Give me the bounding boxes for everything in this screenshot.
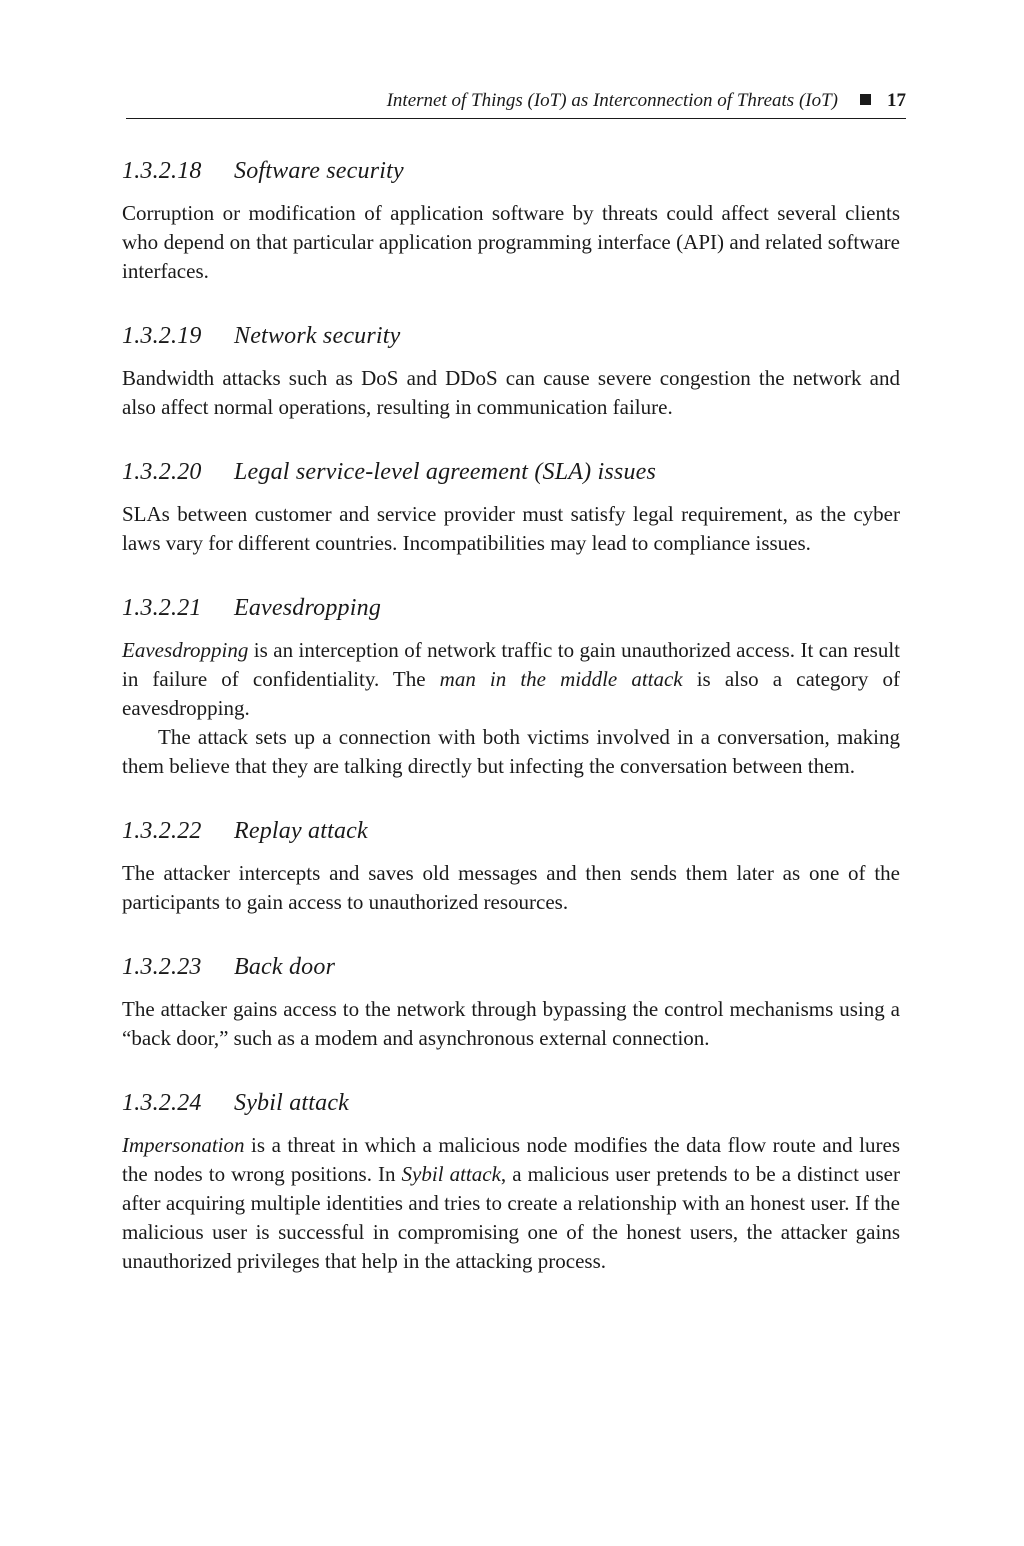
page-number: 17 bbox=[887, 90, 906, 111]
section-title: Legal service-level agreement (SLA) issues bbox=[234, 459, 657, 485]
square-bullet-icon bbox=[860, 94, 871, 105]
section-legal-sla-issues bbox=[122, 456, 900, 558]
emphasis-term: Eavesdropping bbox=[122, 638, 249, 662]
section-heading bbox=[122, 320, 900, 352]
running-header bbox=[126, 88, 906, 119]
section-sybil-attack bbox=[122, 1087, 900, 1276]
section-paragraph: The attacker intercepts and saves old messages and then sends them later as one of the participants to gain access to unauthorized resources. bbox=[122, 861, 900, 914]
page-content bbox=[122, 155, 900, 1310]
section-heading bbox=[122, 951, 900, 983]
section-number: 1.3.2.20 bbox=[122, 459, 202, 485]
paragraph-text: is an interception of network traffic to gain unauthorized access. It can result in failure of confidentiality. The bbox=[122, 638, 900, 691]
paragraph-text: is a threat in which a malicious node modifies the data flow route and lures the nodes to wrong positions. In bbox=[122, 1133, 900, 1186]
section-paragraph bbox=[122, 1131, 900, 1276]
section-paragraph: The attack sets up a connection with both victims involved in a conversation, making them believe that they are talking directly but infecting the conversation between them. bbox=[122, 725, 900, 778]
section-software-security bbox=[122, 155, 900, 286]
section-number: 1.3.2.24 bbox=[122, 1090, 202, 1116]
section-number: 1.3.2.21 bbox=[122, 595, 202, 621]
section-heading bbox=[122, 155, 900, 187]
section-number: 1.3.2.19 bbox=[122, 323, 202, 349]
emphasis-term: Sybil attack bbox=[401, 1162, 501, 1186]
section-paragraph: SLAs between customer and service provider must satisfy legal requirement, as the cyber laws vary for different countries. Incompatibilities may lead to compliance issues. bbox=[122, 502, 900, 555]
section-title: Back door bbox=[234, 954, 336, 980]
section-title: Eavesdropping bbox=[234, 595, 382, 621]
section-number: 1.3.2.22 bbox=[122, 818, 202, 844]
running-title: Internet of Things (IoT) as Interconnection of Threats (IoT) bbox=[386, 90, 838, 111]
section-eavesdropping bbox=[122, 592, 900, 781]
section-heading bbox=[122, 592, 900, 624]
section-back-door bbox=[122, 951, 900, 1053]
section-paragraph bbox=[122, 636, 900, 723]
section-title: Sybil attack bbox=[234, 1090, 350, 1116]
section-number: 1.3.2.23 bbox=[122, 954, 202, 980]
section-paragraph: The attacker gains access to the network through bypassing the control mechanisms using a “back door,” such as a modem and asynchronous external connection. bbox=[122, 997, 900, 1050]
emphasis-term: Impersonation bbox=[122, 1133, 245, 1157]
section-replay-attack bbox=[122, 815, 900, 917]
section-title: Network security bbox=[234, 323, 401, 349]
section-heading bbox=[122, 815, 900, 847]
paragraph-text: , a malicious user pretends to be a distinct user after acquiring multiple identities and tries to create a relationship with an honest user. If the malicious user is successful in compromising one of the honest users, the attacker gains unauthorized privileges that help in the attacking process. bbox=[122, 1162, 900, 1273]
section-title: Replay attack bbox=[234, 818, 368, 844]
paragraph-text: is also a category of eavesdropping. bbox=[122, 667, 900, 720]
section-paragraph: Corruption or modification of application software by threats could affect several clients who depend on that particular application programming interface (API) and related software interfaces. bbox=[122, 201, 900, 283]
section-network-security bbox=[122, 320, 900, 422]
section-number: 1.3.2.18 bbox=[122, 158, 202, 184]
section-title: Software security bbox=[234, 158, 404, 184]
section-paragraph: Bandwidth attacks such as DoS and DDoS can cause severe congestion the network and also affect normal operations, resulting in communication failure. bbox=[122, 366, 900, 419]
emphasis-term: man in the middle attack bbox=[439, 667, 683, 691]
section-heading bbox=[122, 456, 900, 488]
section-heading bbox=[122, 1087, 900, 1119]
